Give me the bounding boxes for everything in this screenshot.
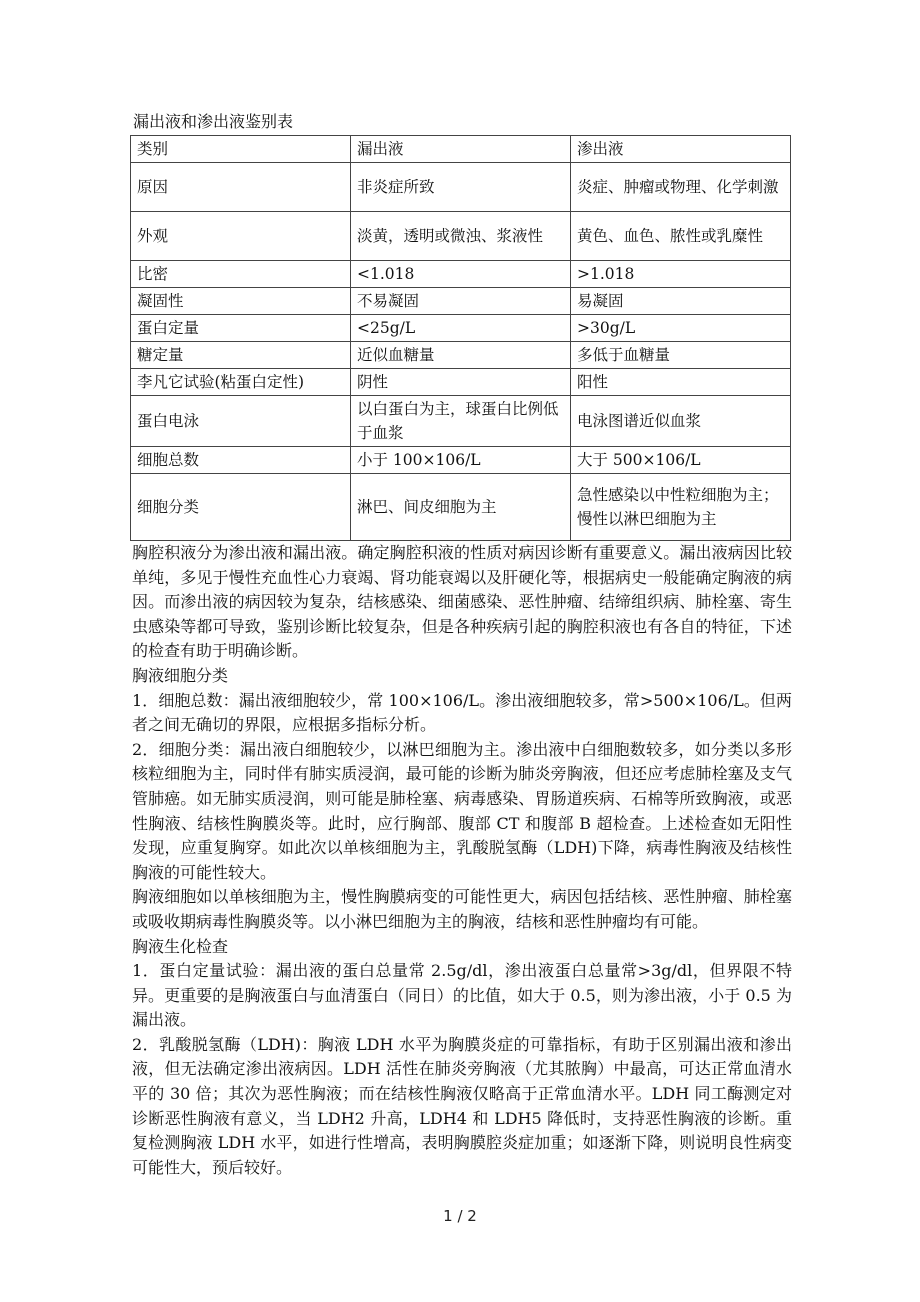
table-cell: 炎症、肿瘤或物理、化学刺激 — [571, 163, 791, 212]
table-row — [131, 261, 791, 288]
comparison-table — [130, 135, 791, 541]
table-cell: 外观 — [131, 212, 351, 261]
section-heading-cell-classification: 胸液细胞分类 — [132, 665, 229, 685]
header-cell: 渗出液 — [571, 136, 791, 163]
table-cell: 阳性 — [571, 369, 791, 396]
table-cell: 小于 100×106/L — [351, 447, 571, 474]
table-cell: 易凝固 — [571, 288, 791, 315]
table-cell: 李凡它试验(粘蛋白定性) — [131, 369, 351, 396]
document-page — [130, 110, 792, 1180]
table-cell: 电泳图谱近似血浆 — [571, 396, 791, 447]
paragraph-intro: 胸腔积液分为渗出液和漏出液。确定胸腔积液的性质对病因诊断有重要意义。漏出液病因比较单纯，多见于慢性充血性心力衰竭、肾功能衰竭以及肝硬化等，根据病史一般能确定胸液的病因。而渗出液的病因较为复杂，结核感染、细菌感染、恶性肿瘤、结缔组织病、肺栓塞、寄生虫感染等都可导致，鉴别诊断比较复杂，但是各种疾病引起的胸腔积液也有各自的特征，下述的检查有助于明确诊断。 — [132, 543, 792, 661]
table-cell: 淡黄，透明或微浊、浆液性 — [351, 212, 571, 261]
table-cell: 多低于血糖量 — [571, 342, 791, 369]
table-header-row — [131, 136, 791, 163]
table-cell: >1.018 — [571, 261, 791, 288]
table-row — [131, 163, 791, 212]
table-cell: 急性感染以中性粒细胞为主；慢性以淋巴细胞为主 — [571, 474, 791, 541]
header-cell: 类别 — [131, 136, 351, 163]
table-cell: 以白蛋白为主，球蛋白比例低于血浆 — [351, 396, 571, 447]
table-row — [131, 447, 791, 474]
page-number: 1 / 2 — [443, 1207, 477, 1225]
paragraph-protein: 1．蛋白定量试验：漏出液的蛋白总量常 2.5g/dl，渗出液蛋白总量常>3g/dl，但界限不特异。更重要的是胸液蛋白与血清蛋白（同日）的比值，如大于 0.5，则为渗出液，小于 0.5 为漏出液。 — [132, 961, 792, 1030]
table-row — [131, 474, 791, 541]
table-cell: >30g/L — [571, 315, 791, 342]
paragraph-ldh: 2．乳酸脱氢酶（LDH)：胸液 LDH 水平为胸膜炎症的可靠指标，有助于区别漏出液和渗出液，但无法确定渗出液病因。LDH 活性在肺炎旁胸液（尤其脓胸）中最高，可达正常血清水平的 30 倍；其次为恶性胸液；而在结核性胸液仅略高于正常血清水平。LDH 同工酶测定对诊断恶性胸液有意义，当 LDH2 升高，LDH4 和 LDH5 降低时，支持恶性胸液的诊断。重复检测胸液 LDH 水平，如进行性增高，表明胸膜腔炎症加重；如逐渐下降，则说明良性病变可能性大，预后较好。 — [132, 1034, 792, 1177]
table-cell: 糖定量 — [131, 342, 351, 369]
table-cell: 不易凝固 — [351, 288, 571, 315]
table-row — [131, 369, 791, 396]
paragraph-cell-classification: 2．细胞分类：漏出液白细胞较少，以淋巴细胞为主。渗出液中白细胞数较多，如分类以多形核粒细胞为主，同时伴有肺实质浸润，最可能的诊断为肺炎旁胸液，但还应考虑肺栓塞及支气管肺癌。如无肺实质浸润，则可能是肺栓塞、病毒感染、胃肠道疾病、石棉等所致胸液，或恶性胸液、结核性胸膜炎等。此时，应行胸部、腹部 CT 和腹部 B 超检查。上述检查如无阳性发现，应重复胸穿。如此次以单核细胞为主，乳酸脱氢酶（LDH)下降，病毒性胸液及结核性胸液的可能性较大。 — [132, 739, 792, 882]
table-cell: 凝固性 — [131, 288, 351, 315]
table-cell: 近似血糖量 — [351, 342, 571, 369]
table-row — [131, 315, 791, 342]
table-cell: 黄色、血色、脓性或乳糜性 — [571, 212, 791, 261]
table-cell: 阴性 — [351, 369, 571, 396]
table-row — [131, 288, 791, 315]
header-cell: 漏出液 — [351, 136, 571, 163]
section-heading-biochemistry: 胸液生化检查 — [132, 936, 229, 956]
table-cell: 细胞总数 — [131, 447, 351, 474]
paragraph-cell-count: 1．细胞总数：漏出液细胞较少，常 100×106/L。渗出液细胞较多，常>500×106/L。但两者之间无确切的界限，应根据多指标分析。 — [132, 690, 792, 735]
table-cell: <1.018 — [351, 261, 571, 288]
body-text — [130, 541, 792, 1180]
table-cell: 非炎症所致 — [351, 163, 571, 212]
table-cell: 蛋白电泳 — [131, 396, 351, 447]
table-row — [131, 212, 791, 261]
table-cell: 淋巴、间皮细胞为主 — [351, 474, 571, 541]
table-row — [131, 396, 791, 447]
table-cell: <25g/L — [351, 315, 571, 342]
table-cell: 比密 — [131, 261, 351, 288]
paragraph-mononuclear: 胸液细胞如以单核细胞为主，慢性胸膜病变的可能性更大，病因包括结核、恶性肿瘤、肺栓塞或吸收期病毒性胸膜炎等。以小淋巴细胞为主的胸液，结核和恶性肿瘤均有可能。 — [132, 887, 792, 931]
table-title: 漏出液和渗出液鉴别表 — [133, 112, 294, 131]
table-cell: 细胞分类 — [131, 474, 351, 541]
table-cell: 蛋白定量 — [131, 315, 351, 342]
table-cell: 原因 — [131, 163, 351, 212]
table-cell: 大于 500×106/L — [571, 447, 791, 474]
table-row — [131, 342, 791, 369]
